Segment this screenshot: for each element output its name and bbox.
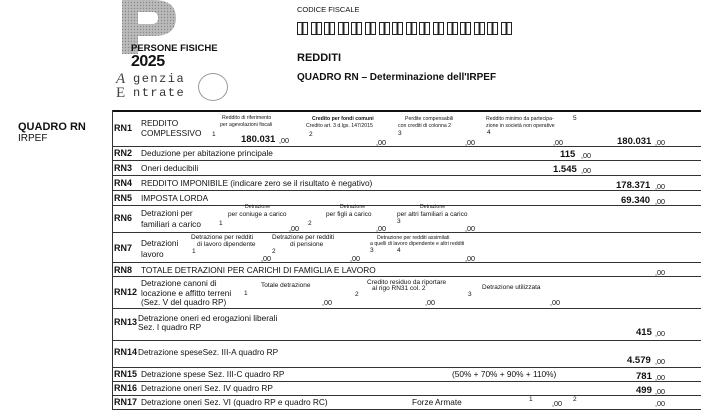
rn14-value[interactable]: 4.579 [627, 355, 651, 366]
rn7-num-4: 4 [397, 247, 401, 254]
rn17-decimals: ,00 [655, 399, 665, 408]
rn8-decimals: ,00 [655, 268, 665, 277]
rn17-code: RN17 [114, 397, 138, 407]
rn5-code: RN5 [114, 193, 133, 203]
rn1-c1-head-1: Reddito di riferimento [222, 115, 272, 121]
rn6-c1-decimals: ,00 [289, 224, 299, 233]
rn14-label: Detrazione speseSez. III-A quadro RP [138, 347, 279, 357]
rn7-label-2: lavoro [141, 249, 164, 259]
rn15-decimals: ,00 [655, 373, 665, 382]
rn6-code: RN6 [114, 213, 133, 223]
codice-fiscale-boxes [297, 22, 515, 35]
rn6-label-2: familiari a carico [141, 219, 201, 229]
rn7-c2-head-1: Detrazione per redditi [272, 234, 335, 241]
rn7-c1-head-2: di lavoro dipendente [197, 241, 256, 248]
rn7-c2-decimals: ,00 [350, 254, 360, 263]
rn1-num-5: 5 [573, 115, 577, 122]
rn1-c3-head-1: Perdite compensabili [405, 116, 454, 122]
rn3-code: RN3 [114, 163, 133, 173]
rn17-num-1: 1 [529, 396, 533, 403]
rn8-code: RN8 [114, 265, 133, 275]
rn12-label-1: Detrazione canoni di [141, 278, 217, 288]
rn17-forze-armate: Forze Armate [412, 397, 462, 407]
rn4-code: RN4 [114, 178, 133, 188]
rn4-value[interactable]: 178.371 [616, 180, 651, 191]
rn13-label-2: Sez. I quadro RP [138, 322, 202, 332]
rn8-label: TOTALE DETRAZIONI PER CARICHI DI FAMIGLIA E LAVORO [141, 265, 376, 275]
rn2-value[interactable]: 115 [560, 149, 576, 160]
rn12-label-3: (Sez. V del quadro RP) [141, 297, 227, 307]
rn7-code: RN7 [114, 243, 133, 253]
rn15-code: RN15 [114, 369, 138, 379]
rn13-decimals: ,00 [655, 329, 665, 338]
rn1-c3-head-2: con crediti di colonna 2 [398, 123, 452, 129]
agenzia-line-2: ntrate [133, 86, 186, 100]
rn12-label-2: locazione e affitto terreni [141, 288, 232, 298]
rn1-total-value[interactable]: 180.031 [617, 136, 652, 147]
rn15-value[interactable]: 781 [636, 371, 652, 382]
rn12-c1-decimals: ,00 [322, 298, 332, 307]
rn6-label-1: Detrazioni per [141, 208, 193, 218]
rn1-total-decimals: ,00 [655, 138, 665, 147]
rn7-c3-decimals: ,00 [465, 254, 475, 263]
rn1-code: RN1 [114, 123, 133, 133]
redditi-title: REDDITI [297, 52, 341, 64]
rn3-decimals: ,00 [581, 166, 591, 175]
rn5-label: IMPOSTA LORDA [141, 193, 209, 203]
rn3-value[interactable]: 1.545 [553, 164, 577, 175]
republic-emblem-icon [198, 73, 228, 101]
rn16-label: Detrazione oneri Sez. IV quadro RP [141, 383, 273, 393]
rn6-c2-head-2: per figli a carico [326, 211, 372, 218]
rn13-label-1: Detrazione oneri ed erogazioni liberali [138, 313, 278, 323]
rn5-decimals: ,00 [655, 197, 665, 206]
rn4-label: REDDITO IMPONIBILE (indicare zero se il risultato è negativo) [141, 178, 373, 188]
rn6-c3-head-2: per altri familiari a carico [397, 211, 468, 218]
rn2-decimals: ,00 [581, 151, 591, 160]
rn16-code: RN16 [114, 383, 138, 393]
rn1-label-1: REDDITO [141, 118, 179, 128]
rn6-c1-head-2: per coniuge a carico [228, 211, 287, 218]
rn6-c3-head-1: Detrazione [420, 204, 446, 210]
rn1-num-3: 3 [398, 130, 402, 137]
rn7-c1-decimals: ,00 [261, 254, 271, 263]
rn1-c2-head-1: Credito per fondi comuni [312, 116, 374, 122]
codice-fiscale-label: CODICE FISCALE [297, 5, 360, 14]
rn15-note: (50% + 70% + 90% + 110%) [452, 369, 557, 379]
rn7-num-1: 1 [192, 248, 196, 255]
rn6-c2-decimals: ,00 [376, 224, 386, 233]
year-label: 2025 [131, 53, 165, 70]
rn16-value[interactable]: 499 [636, 385, 652, 396]
rn14-code: RN14 [114, 347, 138, 357]
rn1-label-2: COMPLESSIVO [141, 128, 202, 138]
rn1-c4-head-2: zione in società non operative [486, 123, 555, 129]
rn7-num-2: 2 [272, 248, 276, 255]
rn7-label-1: Detrazioni [141, 238, 179, 248]
rn6-c1-head-1: Detrazione [245, 204, 271, 210]
rn6-num-1: 1 [219, 220, 223, 227]
rn1-c4-head-1: Reddito minimo da partecipa- [486, 116, 554, 122]
rn6-c3-decimals: ,00 [465, 224, 475, 233]
rn1-c1-head-2: per agevolazioni fiscali [220, 122, 273, 128]
persone-fisiche-label: PERSONE FISICHE [131, 43, 218, 54]
rn12-c3-head: Detrazione utilizzata [482, 284, 541, 291]
rn5-value[interactable]: 69.340 [621, 195, 651, 206]
rn14-decimals: ,00 [655, 357, 665, 366]
rn12-c2-decimals: ,00 [425, 298, 435, 307]
rn17-num-2: 2 [573, 396, 577, 403]
rn12-code: RN12 [114, 287, 138, 297]
rn1-num-2: 2 [309, 131, 313, 138]
agenzia-line-1: genzia [133, 72, 186, 86]
rn1-num-4: 4 [487, 129, 491, 136]
rn6-num-2: 2 [308, 220, 312, 227]
rn13-value[interactable]: 415 [636, 327, 652, 338]
rn7-c3-head-1: Detrazione per redditi assimilati [377, 235, 450, 241]
quadro-rn-title: QUADRO RN – Determinazione dell'IRPEF [297, 72, 497, 83]
rn1-c2-head-2: Credito art. 3 d.lgs. 147/2015 [306, 123, 373, 129]
svg-text:A: A [116, 71, 126, 87]
rn12-c1-head: Totale detrazione [261, 282, 311, 289]
rn13-code: RN13 [114, 317, 138, 327]
rn7-num-3: 3 [370, 247, 374, 254]
section-title: QUADRO RN [18, 121, 86, 133]
section-subtitle: IRPEF [18, 133, 48, 144]
rn4-decimals: ,00 [655, 182, 665, 191]
rn12-num-2: 2 [355, 291, 359, 298]
rn6-c2-head-1: Detrazione [340, 204, 366, 210]
rn1-c2-decimals: ,00 [376, 138, 386, 147]
rn12-num-3: 3 [468, 291, 472, 298]
svg-text:E: E [116, 85, 126, 98]
rn12-c2-head-2: al rigo RN31 col. 2 [372, 285, 426, 292]
rn1-c1-decimals: ,00 [279, 136, 289, 145]
rn2-label: Deduzione per abitazione principale [141, 148, 273, 158]
rn12-num-1: 1 [244, 290, 248, 297]
rn7-c1-head-1: Detrazione per redditi [191, 234, 254, 241]
rn17-c1-decimals: ,00 [552, 399, 562, 408]
rn1-num-1: 1 [212, 131, 216, 138]
rn1-c1-value[interactable]: 180.031 [241, 134, 276, 145]
rn3-label: Oneri deducibili [141, 163, 199, 173]
rn1-c3-decimals: ,00 [465, 138, 475, 147]
rn17-label: Detrazione oneri Sez. VI (quadro RP e quadro RC) [141, 397, 328, 407]
rn6-num-3: 3 [397, 218, 401, 225]
rn7-c3-head-2: a quelli di lavoro dipendente e altri redditi [370, 241, 465, 247]
rn2-code: RN2 [114, 148, 133, 158]
rn12-c3-decimals: ,00 [550, 298, 560, 307]
rn15-label: Detrazione spese Sez. III-C quadro RP [141, 369, 285, 379]
rn16-decimals: ,00 [655, 387, 665, 396]
rn12-c2-head-1: Credito residuo da riportare [367, 279, 447, 286]
rn7-c2-head-2: di pensione [290, 241, 324, 248]
rn1-c4-decimals: ,00 [553, 138, 563, 147]
